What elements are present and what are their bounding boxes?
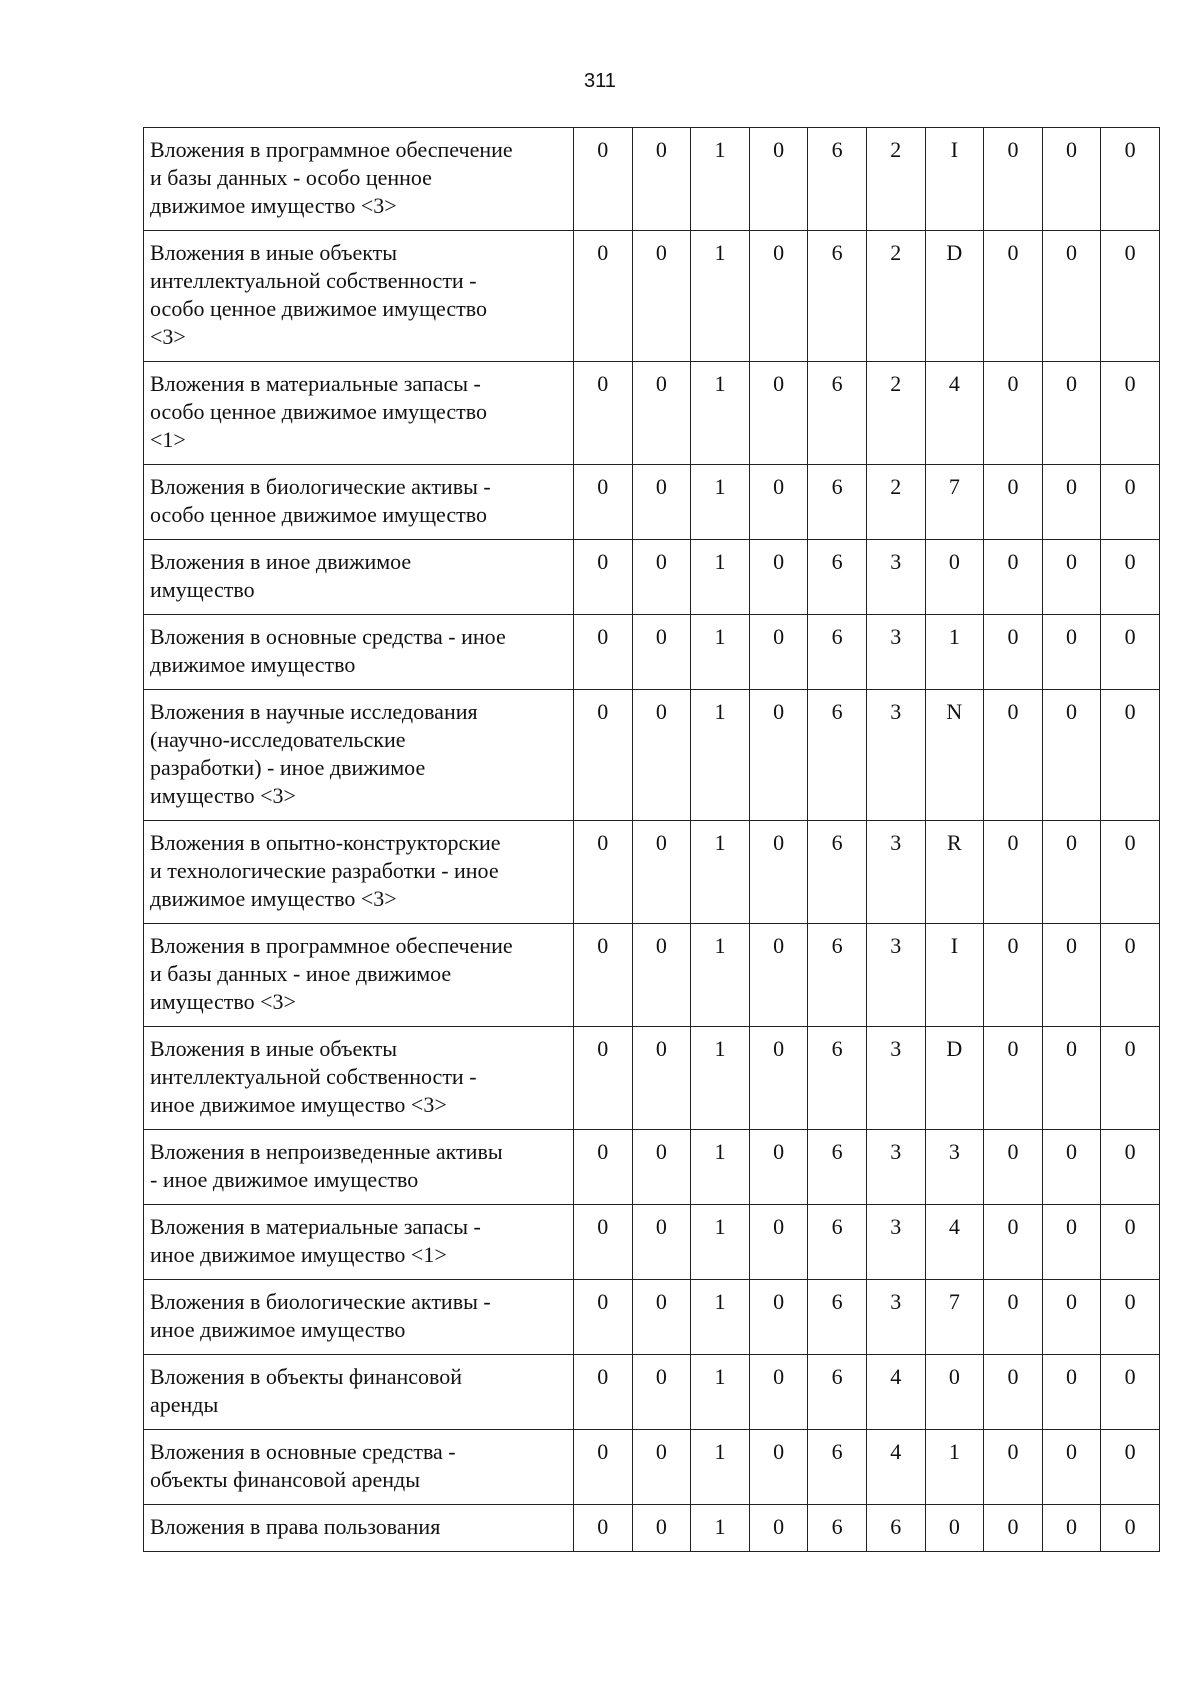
code-digit-cell: 1 — [691, 1430, 750, 1505]
code-digit-cell: 0 — [925, 540, 984, 615]
code-digit-cell: 0 — [574, 1430, 633, 1505]
code-digit-cell: 0 — [1101, 924, 1160, 1027]
code-digit-cell: 4 — [866, 1430, 925, 1505]
code-digit-cell: 3 — [866, 1027, 925, 1130]
account-name-line: и базы данных - особо ценное — [150, 165, 432, 190]
account-name-cell — [144, 690, 574, 821]
code-digit-cell: 1 — [691, 362, 750, 465]
code-digit-cell: 0 — [984, 924, 1043, 1027]
account-name-line: Вложения в материальные запасы - — [150, 1214, 481, 1239]
code-digit-cell: 0 — [1101, 540, 1160, 615]
code-digit-cell: 0 — [984, 1130, 1043, 1205]
account-name-line: Вложения в иные объекты — [150, 240, 398, 265]
code-digit-cell: 6 — [808, 924, 867, 1027]
code-digit-cell: 6 — [808, 1355, 867, 1430]
table-row — [144, 1205, 1160, 1280]
account-name-line: Вложения в основные средства - — [150, 1439, 456, 1464]
code-digit-cell: 6 — [808, 1027, 867, 1130]
code-digit-cell: 0 — [749, 1505, 808, 1552]
account-name-line: - иное движимое имущество — [150, 1167, 419, 1192]
code-digit-cell: 0 — [984, 128, 1043, 231]
code-digit-cell: 6 — [808, 540, 867, 615]
code-digit-cell: 0 — [984, 465, 1043, 540]
table-row — [144, 1355, 1160, 1430]
code-digit-cell: 1 — [691, 465, 750, 540]
code-digit-cell: 0 — [1042, 1430, 1101, 1505]
account-name-line: имущество — [150, 577, 255, 602]
code-digit-cell: 0 — [574, 615, 633, 690]
code-digit-cell: 0 — [1042, 924, 1101, 1027]
code-digit-cell: 0 — [632, 1355, 691, 1430]
code-digit-cell: 7 — [925, 1280, 984, 1355]
code-digit-cell: 0 — [749, 1205, 808, 1280]
code-digit-cell: 6 — [808, 821, 867, 924]
code-digit-cell: 0 — [574, 128, 633, 231]
code-digit-cell: 6 — [808, 1430, 867, 1505]
code-digit-cell: 0 — [1042, 1280, 1101, 1355]
code-digit-cell: 0 — [1101, 821, 1160, 924]
code-digit-cell: 0 — [749, 1430, 808, 1505]
table-body — [144, 128, 1160, 1552]
account-name-line: особо ценное движимое имущество — [150, 502, 487, 527]
code-digit-cell: 0 — [632, 465, 691, 540]
code-digit-cell: 0 — [632, 924, 691, 1027]
code-digit-cell: 0 — [1101, 128, 1160, 231]
code-digit-cell: 1 — [691, 690, 750, 821]
code-digit-cell: 0 — [749, 821, 808, 924]
code-digit-cell: 0 — [1042, 540, 1101, 615]
code-digit-cell: 0 — [984, 1280, 1043, 1355]
account-name-cell — [144, 540, 574, 615]
account-name-cell — [144, 1280, 574, 1355]
code-digit-cell: 0 — [632, 1027, 691, 1130]
code-digit-cell: N — [925, 690, 984, 821]
code-digit-cell: 3 — [925, 1130, 984, 1205]
code-digit-cell: 6 — [808, 1505, 867, 1552]
code-digit-cell: 0 — [984, 690, 1043, 821]
account-name-line: иное движимое имущество <1> — [150, 1242, 447, 1267]
account-name-line: движимое имущество <3> — [150, 193, 397, 218]
code-digit-cell: 0 — [1042, 1205, 1101, 1280]
account-name-line: и базы данных - иное движимое — [150, 961, 452, 986]
account-name-line: Вложения в основные средства - иное — [150, 624, 506, 649]
code-digit-cell: 1 — [691, 615, 750, 690]
code-digit-cell: 0 — [1042, 615, 1101, 690]
account-name-cell — [144, 924, 574, 1027]
code-digit-cell: 1 — [691, 1205, 750, 1280]
account-name-line: <3> — [150, 324, 186, 349]
code-digit-cell: 7 — [925, 465, 984, 540]
code-digit-cell: 0 — [984, 362, 1043, 465]
account-name-line: Вложения в материальные запасы - — [150, 371, 481, 396]
code-digit-cell: 0 — [749, 1280, 808, 1355]
code-digit-cell: 1 — [691, 1027, 750, 1130]
account-name-line: и технологические разработки - иное — [150, 858, 499, 883]
code-digit-cell: 0 — [1101, 615, 1160, 690]
account-name-cell — [144, 362, 574, 465]
code-digit-cell: 0 — [574, 362, 633, 465]
code-digit-cell: 0 — [749, 690, 808, 821]
code-digit-cell: 0 — [925, 1505, 984, 1552]
code-digit-cell: 0 — [1101, 1505, 1160, 1552]
table-row — [144, 465, 1160, 540]
account-name-line: имущество <3> — [150, 989, 296, 1014]
code-digit-cell: 0 — [574, 821, 633, 924]
code-digit-cell: 0 — [1042, 1505, 1101, 1552]
code-digit-cell: 0 — [574, 690, 633, 821]
code-digit-cell: 0 — [749, 231, 808, 362]
code-digit-cell: 0 — [1042, 465, 1101, 540]
account-name-cell — [144, 1505, 574, 1552]
account-name-line: Вложения в программное обеспечение — [150, 137, 513, 162]
code-digit-cell: 6 — [808, 362, 867, 465]
code-digit-cell: 0 — [1042, 1130, 1101, 1205]
table-row — [144, 615, 1160, 690]
account-name-line: <1> — [150, 427, 186, 452]
code-digit-cell: 0 — [1101, 1205, 1160, 1280]
code-digit-cell: 6 — [808, 1280, 867, 1355]
code-digit-cell: 3 — [866, 1130, 925, 1205]
code-digit-cell: 0 — [632, 540, 691, 615]
code-digit-cell: 0 — [984, 1205, 1043, 1280]
code-digit-cell: 0 — [984, 231, 1043, 362]
code-digit-cell: 0 — [984, 1355, 1043, 1430]
code-digit-cell: 0 — [984, 615, 1043, 690]
code-digit-cell: 3 — [866, 821, 925, 924]
account-name-line: Вложения в биологические активы - — [150, 474, 491, 499]
code-digit-cell: 1 — [925, 1430, 984, 1505]
code-digit-cell: 2 — [866, 362, 925, 465]
code-digit-cell: R — [925, 821, 984, 924]
account-name-cell — [144, 1205, 574, 1280]
account-name-line: движимое имущество — [150, 652, 356, 677]
account-name-line: объекты финансовой аренды — [150, 1467, 420, 1492]
code-digit-cell: 0 — [749, 1027, 808, 1130]
code-digit-cell: 0 — [1042, 362, 1101, 465]
code-digit-cell: 0 — [749, 540, 808, 615]
code-digit-cell: 0 — [574, 1205, 633, 1280]
code-digit-cell: 0 — [632, 690, 691, 821]
code-digit-cell: 0 — [632, 1205, 691, 1280]
code-digit-cell: 0 — [574, 1505, 633, 1552]
code-digit-cell: 0 — [1101, 1280, 1160, 1355]
account-name-line: Вложения в иное движимое — [150, 549, 412, 574]
account-name-line: Вложения в объекты финансовой — [150, 1364, 463, 1389]
code-digit-cell: 0 — [632, 1280, 691, 1355]
account-name-line: Вложения в биологические активы - — [150, 1289, 491, 1314]
table-row — [144, 821, 1160, 924]
code-digit-cell: 6 — [808, 465, 867, 540]
code-digit-cell: 0 — [984, 1027, 1043, 1130]
code-digit-cell: 1 — [691, 540, 750, 615]
code-digit-cell: 0 — [632, 1505, 691, 1552]
account-name-cell — [144, 231, 574, 362]
account-name-line: интеллектуальной собственности - — [150, 1064, 477, 1089]
code-digit-cell: 6 — [808, 615, 867, 690]
code-digit-cell: 3 — [866, 540, 925, 615]
code-digit-cell: 0 — [1042, 821, 1101, 924]
account-name-line: иное движимое имущество <3> — [150, 1092, 447, 1117]
account-name-line: интеллектуальной собственности - — [150, 268, 477, 293]
account-name-line: Вложения в права пользования — [150, 1514, 441, 1539]
code-digit-cell: 0 — [984, 1505, 1043, 1552]
code-digit-cell: 0 — [632, 128, 691, 231]
code-digit-cell: 0 — [1042, 128, 1101, 231]
code-digit-cell: 3 — [866, 1205, 925, 1280]
account-codes-table — [143, 127, 1160, 1552]
code-digit-cell: 1 — [691, 1280, 750, 1355]
code-digit-cell: 1 — [691, 1130, 750, 1205]
code-digit-cell: 0 — [632, 821, 691, 924]
code-digit-cell: 4 — [866, 1355, 925, 1430]
code-digit-cell: D — [925, 231, 984, 362]
code-digit-cell: 0 — [632, 362, 691, 465]
table-row — [144, 1430, 1160, 1505]
account-name-line: разработки) - иное движимое — [150, 755, 426, 780]
code-digit-cell: 0 — [574, 231, 633, 362]
table-row — [144, 540, 1160, 615]
account-name-cell — [144, 1355, 574, 1430]
code-digit-cell: 4 — [925, 362, 984, 465]
account-name-cell — [144, 128, 574, 231]
code-digit-cell: 0 — [1101, 1355, 1160, 1430]
account-name-line: (научно-исследовательские — [150, 727, 406, 752]
code-digit-cell: I — [925, 128, 984, 231]
account-name-line: особо ценное движимое имущество — [150, 399, 487, 424]
table-row — [144, 690, 1160, 821]
code-digit-cell: 0 — [1101, 1430, 1160, 1505]
table-row — [144, 1130, 1160, 1205]
code-digit-cell: 0 — [749, 924, 808, 1027]
code-digit-cell: 0 — [632, 1130, 691, 1205]
account-name-line: Вложения в иные объекты — [150, 1036, 398, 1061]
code-digit-cell: 6 — [808, 231, 867, 362]
code-digit-cell: 6 — [866, 1505, 925, 1552]
code-digit-cell: 1 — [691, 231, 750, 362]
code-digit-cell: 0 — [1101, 362, 1160, 465]
code-digit-cell: 6 — [808, 1205, 867, 1280]
code-digit-cell: 0 — [1042, 1027, 1101, 1130]
code-digit-cell: 0 — [632, 1430, 691, 1505]
code-digit-cell: 0 — [574, 465, 633, 540]
code-digit-cell: 0 — [1042, 1355, 1101, 1430]
code-digit-cell: 1 — [691, 1355, 750, 1430]
code-digit-cell: 0 — [1042, 690, 1101, 821]
account-name-line: Вложения в научные исследования — [150, 699, 478, 724]
code-digit-cell: 6 — [808, 690, 867, 821]
code-digit-cell: 0 — [749, 1355, 808, 1430]
code-digit-cell: 0 — [749, 128, 808, 231]
code-digit-cell: 3 — [866, 690, 925, 821]
code-digit-cell: 0 — [632, 615, 691, 690]
code-digit-cell: 1 — [691, 821, 750, 924]
account-name-cell — [144, 821, 574, 924]
account-name-cell — [144, 1027, 574, 1130]
table-row — [144, 924, 1160, 1027]
code-digit-cell: 0 — [574, 1027, 633, 1130]
code-digit-cell: 3 — [866, 615, 925, 690]
code-digit-cell: 2 — [866, 128, 925, 231]
code-digit-cell: 4 — [925, 1205, 984, 1280]
code-digit-cell: 0 — [984, 821, 1043, 924]
code-digit-cell: 0 — [1101, 690, 1160, 821]
code-digit-cell: 0 — [574, 540, 633, 615]
code-digit-cell: 0 — [749, 362, 808, 465]
code-digit-cell: 3 — [866, 1280, 925, 1355]
code-digit-cell: 2 — [866, 465, 925, 540]
code-digit-cell: 0 — [1101, 1027, 1160, 1130]
account-name-cell — [144, 1430, 574, 1505]
account-name-line: Вложения в опытно-конструкторские — [150, 830, 501, 855]
account-name-line: иное движимое имущество — [150, 1317, 406, 1342]
table-row — [144, 231, 1160, 362]
code-digit-cell: 0 — [574, 1280, 633, 1355]
code-digit-cell: 0 — [574, 924, 633, 1027]
code-digit-cell: 1 — [925, 615, 984, 690]
code-digit-cell: 0 — [1042, 231, 1101, 362]
code-digit-cell: 0 — [1101, 231, 1160, 362]
code-digit-cell: 0 — [574, 1355, 633, 1430]
account-name-line: Вложения в программное обеспечение — [150, 933, 513, 958]
code-digit-cell: 6 — [808, 128, 867, 231]
account-name-cell — [144, 465, 574, 540]
table-row — [144, 362, 1160, 465]
page-number: 311 — [584, 70, 616, 92]
table-row — [144, 1027, 1160, 1130]
code-digit-cell: D — [925, 1027, 984, 1130]
code-digit-cell: 0 — [632, 231, 691, 362]
account-name-line: имущество <3> — [150, 783, 296, 808]
code-digit-cell: 0 — [1101, 465, 1160, 540]
code-digit-cell: 6 — [808, 1130, 867, 1205]
table-row — [144, 1280, 1160, 1355]
account-name-line: особо ценное движимое имущество — [150, 296, 487, 321]
code-digit-cell: 0 — [749, 615, 808, 690]
account-name-line: Вложения в непроизведенные активы — [150, 1139, 503, 1164]
code-digit-cell: 0 — [984, 540, 1043, 615]
code-digit-cell: 0 — [749, 465, 808, 540]
code-digit-cell: 1 — [691, 1505, 750, 1552]
account-name-line: аренды — [150, 1392, 219, 1417]
code-digit-cell: 3 — [866, 924, 925, 1027]
code-digit-cell: I — [925, 924, 984, 1027]
table-row — [144, 128, 1160, 231]
code-digit-cell: 0 — [984, 1430, 1043, 1505]
code-digit-cell: 0 — [574, 1130, 633, 1205]
code-digit-cell: 0 — [1101, 1130, 1160, 1205]
account-name-cell — [144, 615, 574, 690]
code-digit-cell: 1 — [691, 128, 750, 231]
code-digit-cell: 0 — [749, 1130, 808, 1205]
account-name-line: движимое имущество <3> — [150, 886, 397, 911]
code-digit-cell: 0 — [925, 1355, 984, 1430]
account-name-cell — [144, 1130, 574, 1205]
table-row — [144, 1505, 1160, 1552]
code-digit-cell: 1 — [691, 924, 750, 1027]
code-digit-cell: 2 — [866, 231, 925, 362]
